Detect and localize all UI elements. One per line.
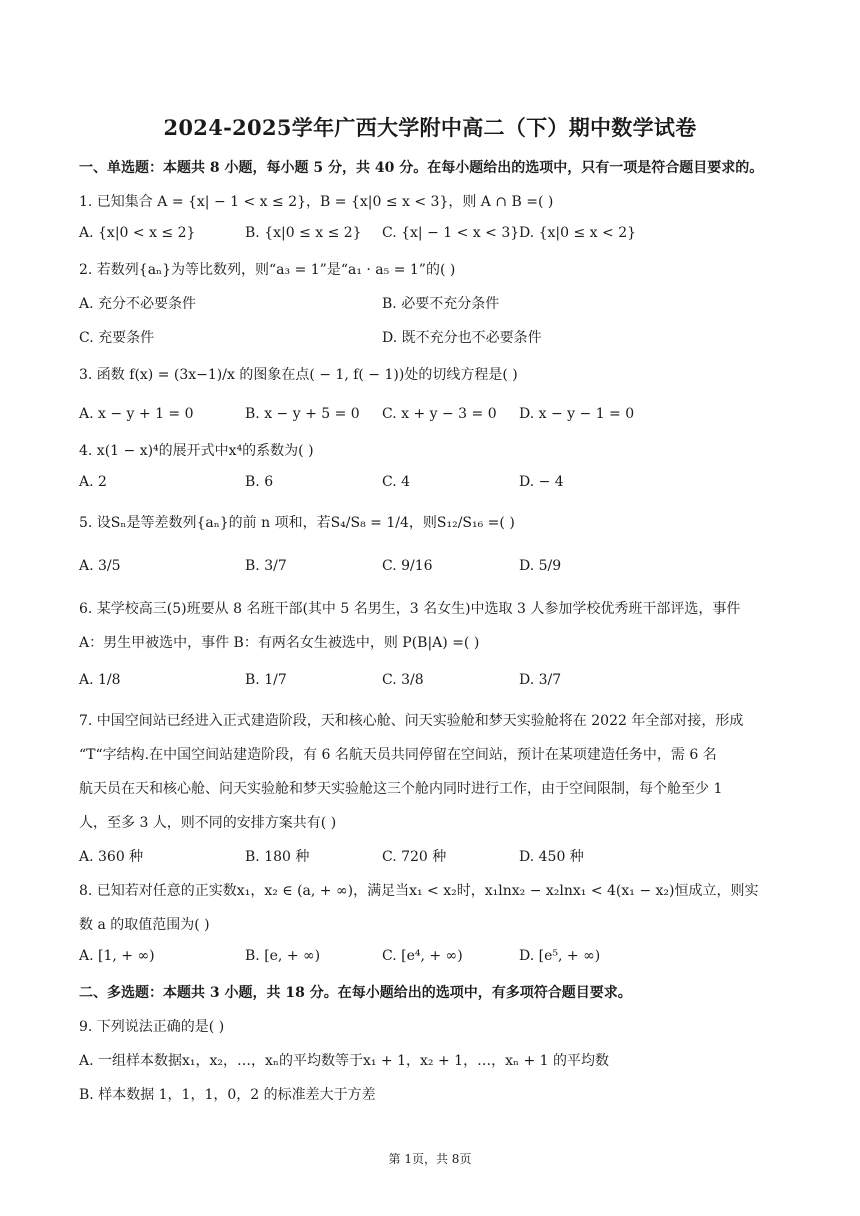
q3-option-c: C. x + y − 3 = 0	[382, 406, 497, 422]
question-1-stem: 1. 已知集合 A = {x| − 1 < x ≤ 2}，B = {x|0 ≤ x < 3}，则 A ∩ B =( )	[79, 194, 554, 210]
question-6-line-2: A：男生甲被选中，事件 B：有两名女生被选中，则 P(B|A) =( )	[79, 635, 480, 651]
question-2-stem: 2. 若数列{aₙ}为等比数列，则“a₃ = 1”是“a₁ · a₅ = 1”的( )	[79, 262, 456, 278]
q5-option-d: D. 5/9	[519, 558, 562, 574]
q1-option-a: A. {x|0 < x ≤ 2}	[79, 225, 196, 241]
q9-option-b: B. 样本数据 1，1，1，0，2 的标准差大于方差	[79, 1087, 376, 1103]
q4-option-a: A. 2	[79, 474, 107, 490]
page-footer: 第 1页，共 8页	[388, 1152, 472, 1166]
q4-option-c: C. 4	[382, 474, 411, 490]
question-7-line-1: 7. 中国空间站已经进入正式建造阶段，天和核心舱、问天实验舱和梦天实验舱将在 2022 年全部对接，形成	[79, 713, 744, 729]
question-7-line-4: 人，至多 3 人，则不同的安排方案共有( )	[79, 815, 337, 831]
question-8-line-2: 数 a 的取值范围为( )	[79, 917, 210, 933]
q6-option-d: D. 3/7	[519, 672, 562, 688]
q8-option-b: B. [e, + ∞)	[245, 948, 321, 964]
question-9-stem: 9. 下列说法正确的是( )	[79, 1019, 225, 1035]
q3-option-d: D. x − y − 1 = 0	[519, 406, 635, 422]
q8-option-d: D. [e⁵, + ∞)	[519, 948, 601, 964]
q7-option-b: B. 180 种	[245, 849, 310, 865]
section-heading-multi-choice: 二、多选题：本题共 3 小题，共 18 分。在每小题给出的选项中，有多项符合题目要求。	[79, 985, 632, 1001]
q2-option-c: C. 充要条件	[79, 330, 155, 346]
q3-option-b: B. x − y + 5 = 0	[245, 406, 360, 422]
section-heading-single-choice: 一、单选题：本题共 8 小题，每小题 5 分，共 40 分。在每小题给出的选项中，只有一项是符合题目要求的。	[79, 160, 764, 176]
q7-option-d: D. 450 种	[519, 849, 584, 865]
q5-option-c: C. 9/16	[382, 558, 433, 574]
question-8-line-1: 8. 已知若对任意的正实数x₁，x₂ ∈ (a, + ∞)，满足当x₁ < x₂时，x₁lnx₂ − x₂lnx₁ < 4(x₁ − x₂)恒成立，则实	[79, 883, 759, 899]
q4-option-b: B. 6	[245, 474, 274, 490]
q1-option-c: C. {x| − 1 < x < 3}	[382, 225, 520, 241]
q6-option-a: A. 1/8	[79, 672, 121, 688]
question-3-stem: 3. 函数 f(x) = (3x−1)/x 的图象在点( − 1, f( − 1))处的切线方程是( )	[79, 367, 518, 383]
q6-option-c: C. 3/8	[382, 672, 424, 688]
question-7-line-3: 航天员在天和核心舱、问天实验舱和梦天实验舱这三个舱内同时进行工作，由于空间限制，每个舱至少 1	[79, 781, 723, 797]
q9-option-a: A. 一组样本数据x₁，x₂，…，xₙ的平均数等于x₁ + 1，x₂ + 1，…，xₙ + 1 的平均数	[79, 1053, 610, 1069]
q5-option-a: A. 3/5	[79, 558, 121, 574]
q5-option-b: B. 3/7	[245, 558, 287, 574]
q4-option-d: D. − 4	[519, 474, 564, 490]
q6-option-b: B. 1/7	[245, 672, 287, 688]
question-4-stem: 4. x(1 − x)⁴的展开式中x⁴的系数为( )	[79, 443, 314, 459]
q1-option-d: D. {x|0 ≤ x < 2}	[519, 225, 637, 241]
q3-option-a: A. x − y + 1 = 0	[79, 406, 194, 422]
q2-option-a: A. 充分不必要条件	[79, 296, 197, 312]
q1-option-b: B. {x|0 ≤ x ≤ 2}	[245, 225, 362, 241]
q8-option-a: A. [1, + ∞)	[79, 948, 155, 964]
page-title: 2024-2025学年广西大学附中高二（下）期中数学试卷	[163, 115, 697, 140]
q7-option-a: A. 360 种	[79, 849, 144, 865]
q2-option-d: D. 既不充分也不必要条件	[382, 330, 542, 346]
question-7-line-2: “T“字结构.在中国空间站建造阶段，有 6 名航天员共同停留在空间站，预计在某项建造任务中，需 6 名	[79, 747, 717, 763]
q2-option-b: B. 必要不充分条件	[382, 296, 500, 312]
q7-option-c: C. 720 种	[382, 849, 447, 865]
q8-option-c: C. [e⁴, + ∞)	[382, 948, 463, 964]
question-5-stem: 5. 设Sₙ是等差数列{aₙ}的前 n 项和，若S₄/S₈ = 1/4，则S₁₂/S₁₆ =( )	[79, 515, 515, 531]
question-6-line-1: 6. 某学校高三(5)班要从 8 名班干部(其中 5 名男生，3 名女生)中选取 3 人参加学校优秀班干部评选，事件	[79, 601, 741, 617]
